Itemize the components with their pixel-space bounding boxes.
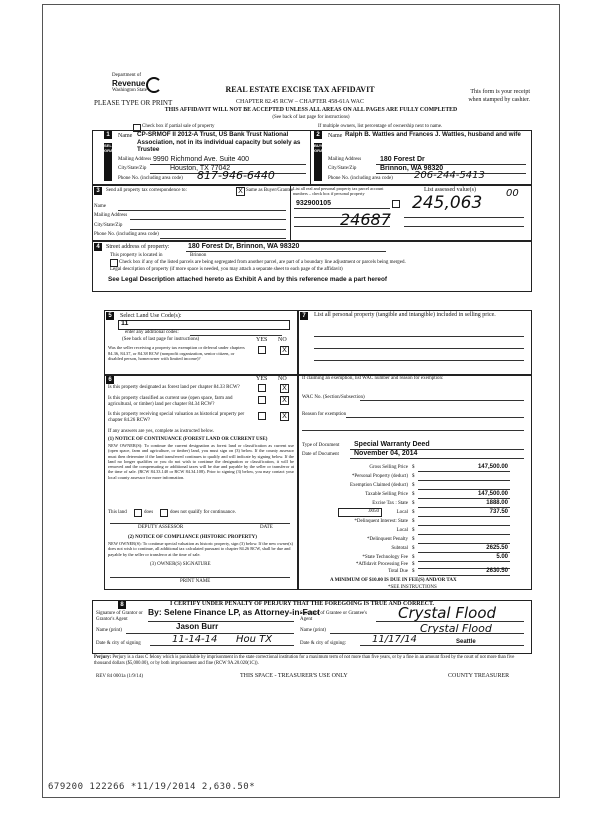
tax-row-label: *Delinquent Penalty	[367, 537, 408, 542]
print-note: PLEASE TYPE OR PRINT	[94, 99, 173, 107]
section-7-marker: 7	[300, 312, 308, 320]
tax-row-label: Gross Selling Price	[369, 465, 408, 470]
q2-no-checkbox[interactable]: X	[280, 396, 289, 405]
exempt-question: Was the seller receiving a property tax exemption or deferral under chapters 84.36, 84.37, or 84.38 RCW (nonprofit organization, senior citizen, or disabled person, homeowner with limited income)?	[108, 345, 245, 362]
parcel-value: 932900105	[296, 200, 332, 207]
perjury-notice	[94, 655, 528, 667]
dept-line2: Revenue	[112, 79, 146, 88]
logo-swirl-icon	[146, 77, 162, 93]
section6-yes: YES	[256, 376, 268, 382]
q2-label: Is this property classified as current use (open space, farm and agricultural, or timber) land per chapter 84.34 RCW?	[108, 396, 233, 407]
tax-row-value: 147,500.00	[477, 464, 508, 470]
tax-row-value: 5.00	[496, 554, 508, 560]
sig-grantor-label: Signature of Grantor or Grantor's Agent	[96, 611, 143, 622]
does-checkbox[interactable]	[134, 509, 142, 517]
notice1-body: NEW OWNER(S): To continue the current designation as forest land or classification as current use (open space, farm and agriculture, or timber) land, you must sign on (3) below. If the county assessor must then determine if the land transferred continues to qualify and will indicate by signing below. If the land no longer qualifies or you do not wish to continue the designation or classification, it will be removed and the compensating or additional taxes will be due and payable by the seller or transferor at the time of sale. (RCW 84.33.140 or RCW 84.34.108). Prior to signing (3) below, you may contact your local county assessor for more information.	[108, 443, 294, 480]
land-use-input[interactable]	[118, 320, 290, 330]
does-not-label: does not qualify for continuance.	[170, 510, 236, 515]
send-correspondence-label: Send all property tax correspondence to:	[106, 188, 187, 193]
county-treasurer: COUNTY TREASURER	[448, 673, 510, 679]
q2-yes-checkbox[interactable]	[258, 396, 266, 404]
legal-label: Legal description of property (if more space is needed, you may attach a separate sheet to each page of the affidavit)	[110, 267, 343, 272]
assessed-cents: 00	[506, 188, 519, 199]
grantee-name-print-label: Name (print)	[300, 628, 326, 633]
exempt-yes-checkbox[interactable]	[258, 346, 266, 354]
parcel-header: List all real and personal property tax parcel account numbers – check box if personal property	[293, 186, 384, 196]
dept-line1: Department of	[112, 73, 142, 78]
does-label: does	[144, 510, 154, 515]
deputy-assessor-label: DEPUTY ASSESSOR	[138, 525, 184, 530]
stamp-line: 679200 122266 *11/19/2014 2,630.50*	[48, 782, 256, 792]
segregated-checkbox[interactable]	[110, 259, 118, 267]
owner-signature-label: (3) OWNER(S) SIGNATURE	[150, 562, 211, 567]
phone-label: Phone No. (including area code)	[94, 232, 159, 237]
buyer-phone-label: Phone No. (including area code)	[328, 176, 393, 181]
tax-row-value: 2625.50	[486, 545, 508, 551]
additional-codes-label: enter any additional codes:	[125, 330, 179, 335]
doc-type-label: Type of Document	[302, 443, 340, 448]
grantor-date: 11-14-14	[172, 634, 218, 645]
buyer-name-label: Name	[328, 133, 343, 139]
instructed-label: If any answers are yes, complete as instructed below.	[108, 429, 215, 434]
section5-no: NO	[278, 337, 287, 343]
city-label: City/State/Zip	[94, 223, 123, 228]
doc-type-value: Special Warranty Deed	[354, 441, 430, 448]
located-label: This property is located in	[110, 253, 163, 258]
grantee-date-label: Date & city of signing:	[300, 641, 347, 646]
tax-row-label: Total Due	[388, 569, 408, 574]
q3-no-checkbox[interactable]: X	[280, 412, 289, 421]
grantee-city: Seattle	[456, 639, 476, 645]
buyer-mailing-value: 180 Forest Dr	[380, 156, 425, 163]
section-4-marker: 4	[94, 243, 102, 251]
seller-mailing-value: 9990 Richmond Ave. Suite 400	[153, 156, 249, 163]
seller-phone-label: Phone No. (including area code)	[118, 176, 183, 181]
legal-value: See Legal Description attached hereto as Exhibit A and by this reference made a part hereof	[108, 276, 388, 283]
grantee-date: 11/17/14	[372, 634, 417, 645]
section-2-marker: 2	[314, 131, 322, 139]
grantee-signature: Crystal Flood	[398, 604, 497, 622]
tax-row-label: Subtotal	[391, 546, 408, 551]
does-not-checkbox[interactable]	[160, 509, 168, 517]
section-8-marker: 8	[118, 601, 126, 609]
tax-row-label: Excise Tax : State	[372, 501, 408, 506]
exemption-claim-label: If claiming an exemption, list WAC number and reason for exemption:	[302, 376, 444, 381]
doc-date-value: November 04, 2014	[354, 450, 418, 457]
seller-city-value: Houston, TX 77042	[170, 165, 231, 172]
seller-name-label: Name	[118, 133, 133, 139]
rev-number: REV 84 0001a (1/9/14)	[96, 674, 143, 679]
tax-row-label: *Affidavit Processing Fee	[355, 562, 408, 567]
seller-city-label: City/State/Zip	[118, 166, 147, 171]
tax-row-label: Local	[396, 510, 408, 515]
section-1-marker: 1	[104, 131, 112, 139]
q1-no-checkbox[interactable]: X	[280, 384, 289, 393]
warning: THIS AFFIDAVIT WILL NOT BE ACCEPTED UNLESS ALL AREAS ON ALL PAGES ARE FULLY COMPLETED	[164, 107, 458, 113]
this-land-label: This land	[108, 510, 127, 515]
see-back: (See back of last page for instructions)	[272, 115, 350, 120]
deputy-date-label: DATE	[260, 525, 273, 530]
tax-row-value: 147,500.00	[477, 491, 508, 497]
wac-label: WAC No. (Section/Subsection)	[302, 395, 365, 400]
local-rate-box: .0050	[338, 508, 382, 517]
tax-row-label: *Personal Property (deduct)	[351, 474, 408, 479]
doc-date-label: Date of Document	[302, 452, 339, 457]
personal-property-label: List all personal property (tangible and intangible) included in selling price.	[314, 312, 496, 318]
buyer-name-value: Ralph B. Wattles and Frances J. Wattles, husband and wife	[345, 131, 521, 138]
buyer-phone-value: 206-244-5413	[414, 170, 485, 181]
perjury-text: Perjury is a class C felony which is punishable by imprisonment in the state correctional institution for a maximum term of not more than five years, or by a fine in an amount fixed by the court of not more than five thousand dollars ($5,000.00), or by both imprisonment and fine (RCW 9A.20.020(1C)).	[94, 655, 515, 666]
personal-property-checkbox[interactable]	[392, 200, 400, 208]
q3-yes-checkbox[interactable]	[258, 412, 266, 420]
receipt-note1: This form is your receipt	[470, 89, 530, 95]
street-label: Street address of property:	[106, 244, 170, 250]
assessed-header: List assessed value(s)	[424, 187, 476, 193]
segregated-label: Check box if any of the listed parcels are being segregated from another parcel, are part of a boundary line adjustment or parcels being merged.	[119, 260, 406, 265]
land-use-value: 11	[121, 320, 129, 327]
notice1-title: (1) NOTICE OF CONTINUANCE (FOREST LAND OR CURRENT USE)	[108, 437, 268, 442]
grantee-name: Crystal Flood	[420, 622, 492, 635]
name-label: Name	[94, 204, 106, 209]
see-instructions: *SEE INSTRUCTIONS	[388, 585, 437, 590]
tax-row-value: 2630.50	[486, 568, 508, 574]
q1-yes-checkbox[interactable]	[258, 384, 266, 392]
located-value: Brinnon	[190, 253, 207, 258]
section-7-box	[298, 310, 532, 376]
reason-label: Reason for exemption	[302, 412, 347, 417]
section-3-marker: 3	[94, 187, 102, 195]
seller-name-value: CP-SRMOF II 2012-A Trust, US Bank Trust National Association, not in its individual capacity but solely as Trustee	[137, 131, 301, 153]
assessed-value: 245,063	[412, 193, 483, 213]
grantor-city: Hou TX	[236, 634, 273, 645]
receipt-note2: when stamped by cashier.	[468, 97, 530, 103]
mailing-label: Mailing Address	[94, 213, 128, 218]
same-as-buyer-checkbox[interactable]: X	[236, 187, 245, 196]
street-value: 180 Forest Dr, Brinnon, WA 98320	[188, 243, 300, 250]
same-as-buyer-label: Same as Buyer/Grantee	[246, 188, 294, 193]
grantor-stamp: By: Selene Finance LP, as Attorney-in-Fact	[148, 607, 320, 617]
buyer-mailing-label: Mailing Address	[328, 157, 362, 162]
tax-row-value: 1888.00	[486, 500, 508, 506]
buyer-bar: BUYER GRANTEE	[314, 143, 322, 181]
buyer-city-label: City/State/Zip	[328, 166, 357, 171]
tax-row-label: Local	[396, 528, 408, 533]
name-print-label: Name (print)	[96, 628, 122, 633]
tax-row-label: Taxable Selling Price	[365, 492, 408, 497]
grantor-name: Jason Burr	[176, 622, 219, 631]
handwritten-number: 24687	[340, 210, 391, 229]
partial-sale-label: Check box if partial sale of property	[142, 124, 215, 129]
perjury-label: Perjury:	[94, 655, 112, 660]
date-place-label: Date & city of signing	[96, 641, 141, 646]
seller-mailing-label: Mailing Address	[118, 157, 152, 162]
multiple-owners-label: If multiple owners, list percentage of ownership next to name.	[318, 124, 443, 129]
notice2-title: (2) NOTICE OF COMPLIANCE (HISTORIC PROPERTY)	[128, 535, 257, 540]
minimum-due: A MINIMUM OF $10.00 IS DUE IN FEE(S) AND/OR TAX	[330, 578, 457, 583]
section-6-marker: 6	[106, 376, 114, 384]
seller-phone-value: 817-946-6440	[197, 169, 275, 182]
section-5-marker: 5	[106, 312, 114, 320]
section6-no: NO	[278, 376, 287, 382]
notice2-body: NEW OWNER(S): To continue special valuation as historic property, sign (3) below. If the new owner(s) does not wish to continue, all additional tax calculated pursuant to chapter 84.26 RCW, shall be due and payable by the seller or transferor at the time of sale.	[108, 541, 293, 557]
sig-grantee-label: Signature of Grantee or Grantee's Agent	[300, 611, 367, 622]
tax-row-label: *State Technology Fee	[362, 555, 408, 560]
dept-logo	[112, 73, 172, 94]
seller-bar: SELLER GRANTOR	[104, 143, 112, 181]
q1-label: Is this property designated as forest land per chapter 84.33 RCW?	[108, 385, 240, 390]
land-use-label: Select Land Use Code(s):	[120, 313, 182, 319]
form-subtitle: CHAPTER 82.45 RCW – CHAPTER 458-61A WAC	[236, 99, 364, 105]
print-name-label: PRINT NAME	[180, 579, 211, 584]
treasurer-use: THIS SPACE - TREASURER'S USE ONLY	[240, 673, 348, 679]
q3-label: Is this property receiving special valuation as historical property per chapter 84.26 RCW?	[108, 412, 245, 423]
buyer-city-value: Brinnon, WA 98320	[380, 165, 444, 172]
tax-row-label: Exemption Claimed (deduct)	[349, 483, 408, 488]
section5-yes: YES	[256, 337, 268, 343]
tax-row-label: *Delinquent Interest: State	[354, 519, 408, 524]
certify-label: I CERTIFY UNDER PENALTY OF PERJURY THAT THE FOREGOING IS TRUE AND CORRECT.	[170, 601, 435, 607]
tax-row-value: 737.50	[489, 509, 508, 515]
exempt-no-checkbox[interactable]: X	[280, 346, 289, 355]
dept-line3: Washington State	[112, 88, 148, 93]
section5-see-back: (See back of last page for instructions)	[122, 337, 200, 342]
form-title: REAL ESTATE EXCISE TAX AFFIDAVIT	[225, 85, 375, 94]
